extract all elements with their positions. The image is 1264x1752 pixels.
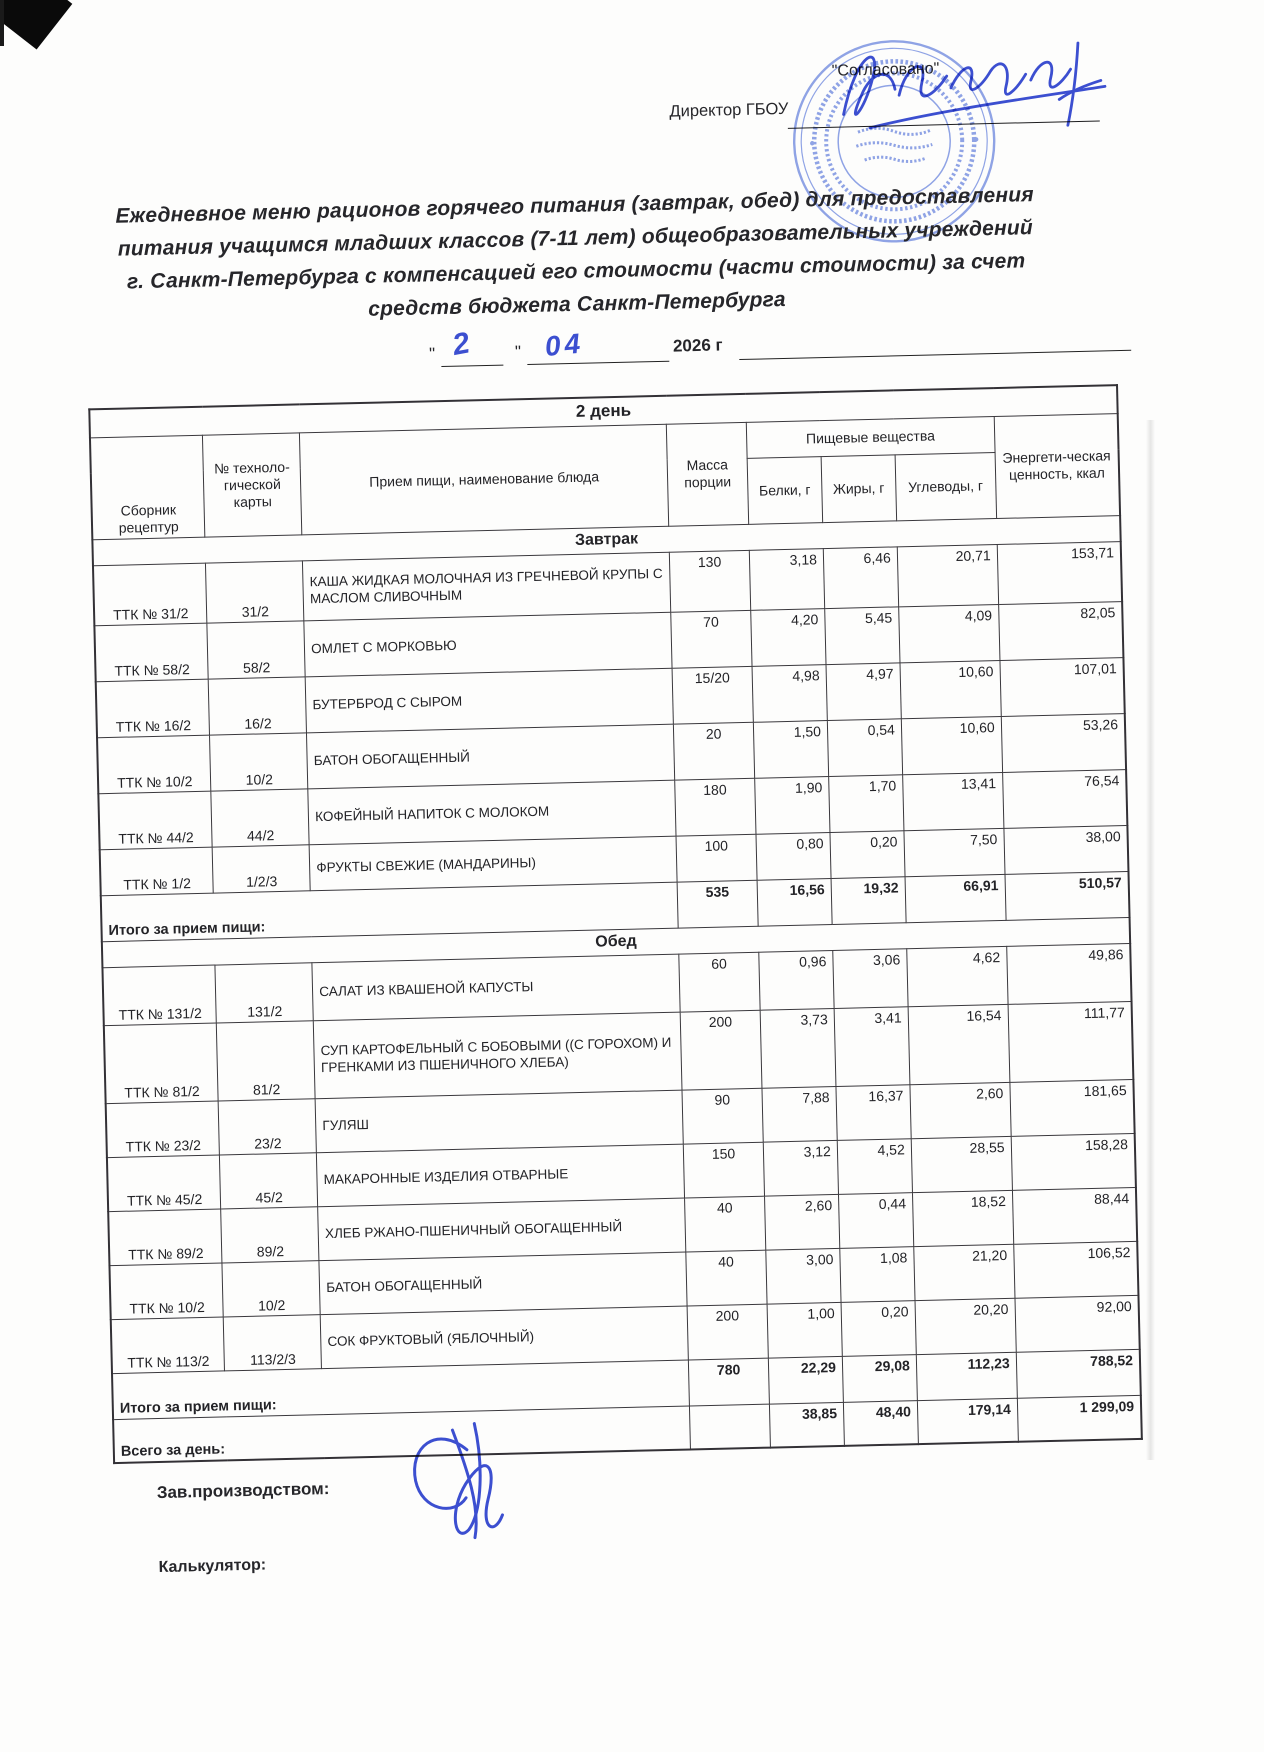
ttk-cell: ТТК № 113/2 — [111, 1316, 225, 1373]
day-total-fat-cell: 48,40 — [843, 1400, 918, 1446]
card-cell: 44/2 — [211, 788, 309, 846]
document-title — [79, 177, 1072, 332]
title-line: питания учащимся младших классов (7-11 лет) общеобразовательных учреждений — [117, 216, 1034, 261]
card-cell: 81/2 — [217, 1020, 316, 1100]
ttk-cell: ТТК № 31/2 — [93, 563, 207, 626]
protein-cell: 1,90 — [755, 776, 830, 834]
carbs-cell: 18,52 — [912, 1190, 1013, 1246]
carbs-cell: 7,50 — [904, 828, 1005, 876]
fat-cell: 1,70 — [829, 774, 904, 832]
ttk-cell: ТТК № 23/2 — [106, 1101, 220, 1158]
card-cell: 23/2 — [218, 1098, 316, 1154]
ttk-cell: ТТК № 10/2 — [97, 735, 211, 794]
dish-cell: КОФЕЙНЫЙ НАПИТОК С МОЛОКОМ — [308, 780, 676, 845]
mass-cell: 200 — [680, 1010, 762, 1090]
energy-cell: 92,00 — [1015, 1295, 1140, 1352]
protein-cell: 7,88 — [762, 1086, 837, 1142]
fat-cell: 6,46 — [823, 546, 898, 608]
card-cell: 89/2 — [221, 1206, 319, 1262]
energy-cell: 111,77 — [1008, 1001, 1134, 1082]
energy-cell: 76,54 — [1002, 769, 1127, 828]
card-cell: 1/2/3 — [212, 844, 310, 892]
header-nutrients-group: Пищевые вещества — [746, 416, 994, 458]
header-card: № техноло-гической карты — [203, 432, 302, 536]
dish-cell: ГУЛЯШ — [315, 1090, 683, 1153]
meal-total-label: Итого за прием пищи: — [112, 1360, 689, 1420]
title-line: средств бюджета Санкт-Петербурга — [367, 287, 786, 321]
card-cell: 16/2 — [208, 676, 306, 734]
dish-cell: ФРУКТЫ СВЕЖИЕ (МАНДАРИНЫ) — [309, 836, 677, 891]
close-quote: " — [514, 342, 522, 362]
protein-cell: 1,00 — [767, 1302, 842, 1358]
title-line: Ежедневное меню рационов горячего питания (завтрак, обед) для предоставления — [115, 183, 1035, 228]
mass-cell: 200 — [687, 1304, 768, 1360]
day-total-energy-cell: 1 299,09 — [1017, 1395, 1142, 1442]
ttk-cell: ТТК № 16/2 — [96, 679, 210, 738]
card-cell: 58/2 — [207, 620, 305, 678]
open-quote: " — [428, 344, 436, 364]
protein-cell: 0,96 — [759, 950, 834, 1010]
total-carbs-cell: 112,23 — [916, 1352, 1017, 1400]
carbs-cell: 21,20 — [914, 1244, 1015, 1300]
fat-cell: 0,20 — [841, 1300, 916, 1356]
dish-cell: СУП КАРТОФЕЛЬНЫЙ С БОБОВЫМИ ((С ГОРОХОМ) И ГРЕНКАМИ ИЗ ПШЕНИЧНОГО ХЛЕБА) — [313, 1012, 682, 1099]
director-signature — [808, 28, 1121, 155]
protein-cell: 3,18 — [749, 548, 824, 610]
energy-cell: 106,52 — [1013, 1241, 1138, 1298]
protein-cell: 4,20 — [751, 608, 826, 666]
fat-cell: 5,45 — [825, 606, 900, 664]
dish-cell: БУТЕРБРОД С СЫРОМ — [305, 668, 673, 733]
mass-cell: 20 — [673, 722, 754, 780]
card-cell: 113/2/3 — [224, 1314, 322, 1370]
dish-cell: ХЛЕБ РЖАНО-ПШЕНИЧНЫЙ ОБОГАЩЕННЫЙ — [318, 1198, 686, 1261]
date-year: 2026 г — [672, 335, 723, 356]
protein-cell: 3,73 — [760, 1008, 836, 1088]
mass-cell: 150 — [683, 1142, 764, 1198]
mass-cell: 15/20 — [672, 666, 753, 724]
total-mass-cell: 535 — [677, 880, 758, 928]
ttk-cell: ТТК № 81/2 — [104, 1023, 219, 1104]
day-underline — [441, 365, 503, 367]
fat-cell: 4,97 — [826, 662, 901, 720]
mass-cell: 60 — [679, 952, 760, 1012]
total-carbs-cell: 66,91 — [905, 874, 1006, 922]
meal-section-header-breakfast: Завтрак — [92, 515, 1120, 565]
date-month-handwritten: 04 — [543, 327, 586, 362]
approval-status: "Согласовано" — [831, 60, 940, 80]
carbs-cell: 20,20 — [915, 1298, 1016, 1354]
ttk-cell: ТТК № 131/2 — [102, 965, 216, 1026]
total-fat-cell: 29,08 — [842, 1354, 917, 1402]
dish-cell: БАТОН ОБОГАЩЕННЫЙ — [319, 1252, 687, 1315]
mass-cell: 40 — [685, 1196, 766, 1252]
ttk-cell: ТТК № 1/2 — [100, 847, 214, 896]
day-total-mass-cell — [689, 1404, 770, 1450]
total-fat-cell: 19,32 — [831, 876, 906, 924]
carbs-cell: 28,55 — [911, 1136, 1012, 1192]
mass-cell: 90 — [682, 1088, 763, 1144]
carbs-cell: 4,09 — [898, 604, 999, 662]
total-energy-cell: 788,52 — [1016, 1349, 1141, 1398]
date-day-handwritten: 2 — [449, 326, 473, 362]
energy-cell: 82,05 — [998, 601, 1123, 660]
menu-table — [88, 384, 1143, 1464]
protein-cell: 3,00 — [766, 1248, 841, 1304]
header-energy: Энергети-ческая ценность, ккал — [994, 413, 1120, 518]
meal-section-header-lunch: Обед — [102, 917, 1130, 967]
total-protein-cell: 16,56 — [757, 878, 832, 926]
calculator-label: Калькулятор: — [158, 1556, 267, 1577]
protein-cell: 3,12 — [763, 1140, 838, 1196]
fat-cell: 0,20 — [830, 830, 905, 878]
energy-cell: 53,26 — [1001, 713, 1126, 772]
day-title: 2 день — [89, 385, 1117, 437]
energy-cell: 88,44 — [1012, 1187, 1137, 1244]
meal-total-label: Итого за прием пищи: — [101, 882, 678, 942]
ttk-cell: ТТК № 58/2 — [94, 623, 208, 682]
header-meal: Прием пищи, наименование блюда — [300, 424, 669, 535]
carbs-cell: 20,71 — [897, 544, 998, 606]
header-carbs: Углеводы, г — [895, 452, 996, 520]
dish-cell: КАША ЖИДКАЯ МОЛОЧНАЯ ИЗ ГРЕЧНЕВОЙ КРУПЫ С МАСЛОМ СЛИВОЧНЫМ — [303, 552, 671, 621]
ttk-cell: ТТК № 89/2 — [108, 1208, 222, 1265]
energy-cell: 49,86 — [1006, 943, 1131, 1004]
production-manager-label: Зав.производством: — [156, 1479, 330, 1503]
carbs-cell: 2,60 — [910, 1082, 1011, 1138]
fat-cell: 3,41 — [834, 1006, 910, 1086]
mass-cell: 100 — [676, 834, 757, 882]
fat-cell: 16,37 — [836, 1084, 911, 1140]
header-mass: Масса порции — [666, 422, 748, 526]
carbs-cell: 10,60 — [900, 660, 1001, 718]
fat-cell: 1,08 — [840, 1246, 915, 1302]
ttk-cell: ТТК № 10/2 — [109, 1262, 223, 1319]
header-fat: Жиры, г — [821, 454, 896, 522]
carbs-cell: 16,54 — [908, 1004, 1010, 1084]
header-protein: Белки, г — [747, 456, 822, 524]
card-cell: 131/2 — [215, 962, 313, 1022]
card-cell: 45/2 — [220, 1152, 318, 1208]
total-mass-cell: 780 — [688, 1358, 769, 1406]
protein-cell: 1,50 — [753, 720, 828, 778]
fat-cell: 3,06 — [833, 948, 908, 1008]
mass-cell: 40 — [686, 1250, 767, 1306]
fat-cell: 4,52 — [837, 1138, 912, 1194]
dish-cell: САЛАТ ИЗ КВАШЕНОЙ КАПУСТЫ — [312, 954, 680, 1021]
card-cell: 31/2 — [206, 560, 304, 622]
day-total-protein-cell: 38,85 — [769, 1402, 844, 1448]
fat-cell: 0,44 — [838, 1192, 913, 1248]
mass-cell: 70 — [671, 610, 752, 668]
carbs-cell: 10,60 — [901, 716, 1002, 774]
header-recipes: Сборник рецептур — [90, 435, 205, 540]
dish-cell: БАТОН ОБОГАЩЕННЫЙ — [307, 724, 675, 789]
energy-cell: 107,01 — [1000, 657, 1125, 716]
energy-cell: 38,00 — [1004, 825, 1129, 874]
carbs-cell: 4,62 — [906, 946, 1007, 1006]
trailing-underline — [739, 350, 1131, 360]
mass-cell: 180 — [675, 778, 756, 836]
ttk-cell: ТТК № 44/2 — [98, 791, 212, 850]
day-total-label: Всего за день: — [113, 1406, 690, 1464]
dish-cell: СОК ФРУКТОВЫЙ (ЯБЛОЧНЫЙ) — [320, 1306, 688, 1369]
energy-cell: 181,65 — [1010, 1079, 1135, 1136]
dish-cell: МАКАРОННЫЕ ИЗДЕЛИЯ ОТВАРНЫЕ — [317, 1144, 685, 1207]
protein-cell: 4,98 — [752, 664, 827, 722]
approval-signer-label: Директор ГБОУ — [669, 99, 789, 121]
fat-cell: 0,54 — [827, 718, 902, 776]
ttk-cell: ТТК № 45/2 — [107, 1155, 221, 1212]
energy-cell: 153,71 — [997, 541, 1122, 604]
day-total-carbs-cell: 179,14 — [917, 1398, 1018, 1444]
title-line: г. Санкт-Петербурга с компенсацией его стоимости (части стоимости) за счет — [126, 249, 1026, 294]
total-energy-cell: 510,57 — [1005, 871, 1130, 920]
carbs-cell: 13,41 — [902, 772, 1003, 830]
protein-cell: 2,60 — [764, 1194, 839, 1250]
energy-cell: 158,28 — [1011, 1133, 1136, 1190]
protein-cell: 0,80 — [756, 832, 831, 880]
production-manager-signature — [394, 1410, 527, 1553]
mass-cell: 130 — [669, 550, 750, 612]
card-cell: 10/2 — [210, 732, 308, 790]
total-protein-cell: 22,29 — [768, 1356, 843, 1404]
card-cell: 10/2 — [222, 1260, 320, 1316]
dish-cell: ОМЛЕТ С МОРКОВЬЮ — [304, 612, 672, 677]
